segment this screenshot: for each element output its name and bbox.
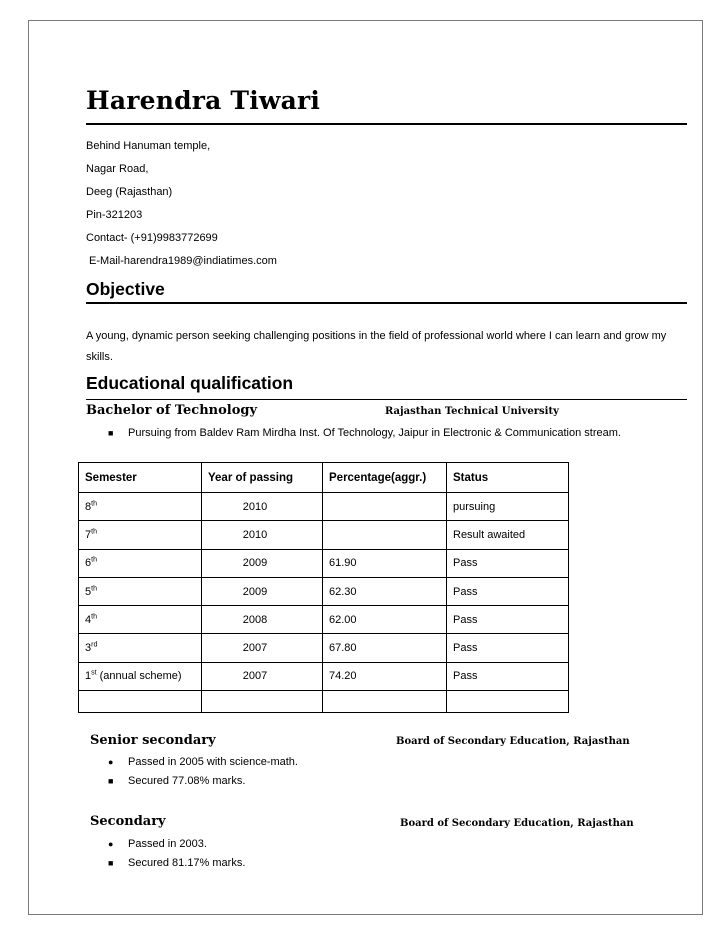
cell-year: 2007 <box>202 662 323 690</box>
cell-status: Pass <box>447 549 569 577</box>
semester-table <box>78 462 569 713</box>
cell-percentage: 62.30 <box>323 577 447 605</box>
secondary-title: Secondary <box>90 814 166 829</box>
degree-bullet-text: Pursuing from Baldev Ram Mirdha Inst. Of Technology, Jaipur in Electronic & Communication stream. <box>128 427 621 439</box>
cell-semester: 4th <box>79 606 202 634</box>
cell-status: Pass <box>447 634 569 662</box>
round-bullet-icon: ● <box>108 839 114 849</box>
address-line-3: Deeg (Rajasthan) <box>86 186 173 198</box>
senior-secondary-title: Senior secondary <box>90 733 216 748</box>
cell-year: 2010 <box>202 493 323 521</box>
cell-status: pursuing <box>447 493 569 521</box>
objective-text: A young, dynamic person seeking challenging positions in the field of professional world where I can learn and grow my skills. <box>86 330 667 363</box>
cell-semester: 6th <box>79 549 202 577</box>
cell-status: Pass <box>447 577 569 605</box>
secondary-bullet-text: Passed in 2003. <box>128 838 207 850</box>
cell-semester: 5th <box>79 577 202 605</box>
square-bullet-icon: ■ <box>108 858 114 868</box>
cell-year: 2009 <box>202 549 323 577</box>
cell-year: 2010 <box>202 521 323 549</box>
education-heading: Educational qualification <box>86 373 294 393</box>
table-row <box>79 493 569 521</box>
address-pin: Pin-321203 <box>86 209 143 221</box>
contact-phone: Contact- (+91)9983772699 <box>86 232 218 244</box>
secondary-bullet <box>108 838 207 850</box>
table-row <box>79 606 569 634</box>
objective-heading: Objective <box>86 279 165 299</box>
secondary-board: Board of Secondary Education, Rajasthan <box>400 818 634 829</box>
name-underline <box>86 123 687 125</box>
cell-semester: 8th <box>79 493 202 521</box>
degree-bullet <box>108 427 621 439</box>
contact-email: E-Mail-harendra1989@indiatimes.com <box>86 255 277 267</box>
cell-year: 2008 <box>202 606 323 634</box>
table-row <box>79 577 569 605</box>
cell-percentage: 61.90 <box>323 549 447 577</box>
cell-year: 2009 <box>202 577 323 605</box>
senior-secondary-board: Board of Secondary Education, Rajasthan <box>396 736 630 747</box>
senior-secondary-bullet <box>108 756 298 768</box>
header-year: Year of passing <box>202 463 323 493</box>
candidate-name: Harendra Tiwari <box>86 86 321 115</box>
header-semester: Semester <box>79 463 202 493</box>
cell-semester: 1st (annual scheme) <box>79 662 202 690</box>
table-row <box>79 662 569 690</box>
degree-title: Bachelor of Technology <box>86 403 258 418</box>
table-row <box>79 521 569 549</box>
cell-year: 2007 <box>202 634 323 662</box>
cell-percentage: 74.20 <box>323 662 447 690</box>
senior-secondary-bullet-text: Passed in 2005 with science-math. <box>128 756 298 768</box>
secondary-bullet <box>108 857 245 869</box>
square-bullet-icon: ■ <box>108 428 114 438</box>
senior-secondary-bullet <box>108 775 245 787</box>
cell-status: Pass <box>447 662 569 690</box>
objective-underline <box>86 302 687 304</box>
address-line-2: Nagar Road, <box>86 163 149 175</box>
cell-percentage: 62.00 <box>323 606 447 634</box>
cell-percentage <box>323 521 447 549</box>
table-spacer-row <box>79 691 569 713</box>
square-bullet-icon: ■ <box>108 776 114 786</box>
secondary-bullet-text: Secured 81.17% marks. <box>128 857 246 869</box>
cell-percentage <box>323 493 447 521</box>
cell-status: Pass <box>447 606 569 634</box>
degree-university: Rajasthan Technical University <box>385 406 559 417</box>
senior-secondary-bullet-text: Secured 77.08% marks. <box>128 775 246 787</box>
header-percentage: Percentage(aggr.) <box>323 463 447 493</box>
table-row <box>79 549 569 577</box>
address-line-1: Behind Hanuman temple, <box>86 140 211 152</box>
cell-status: Result awaited <box>447 521 569 549</box>
table-header-row <box>79 463 569 493</box>
header-status: Status <box>447 463 569 493</box>
cell-percentage: 67.80 <box>323 634 447 662</box>
education-underline <box>86 399 687 400</box>
table-row <box>79 634 569 662</box>
cell-semester: 7th <box>79 521 202 549</box>
round-bullet-icon: ● <box>108 757 114 767</box>
cell-semester: 3rd <box>79 634 202 662</box>
